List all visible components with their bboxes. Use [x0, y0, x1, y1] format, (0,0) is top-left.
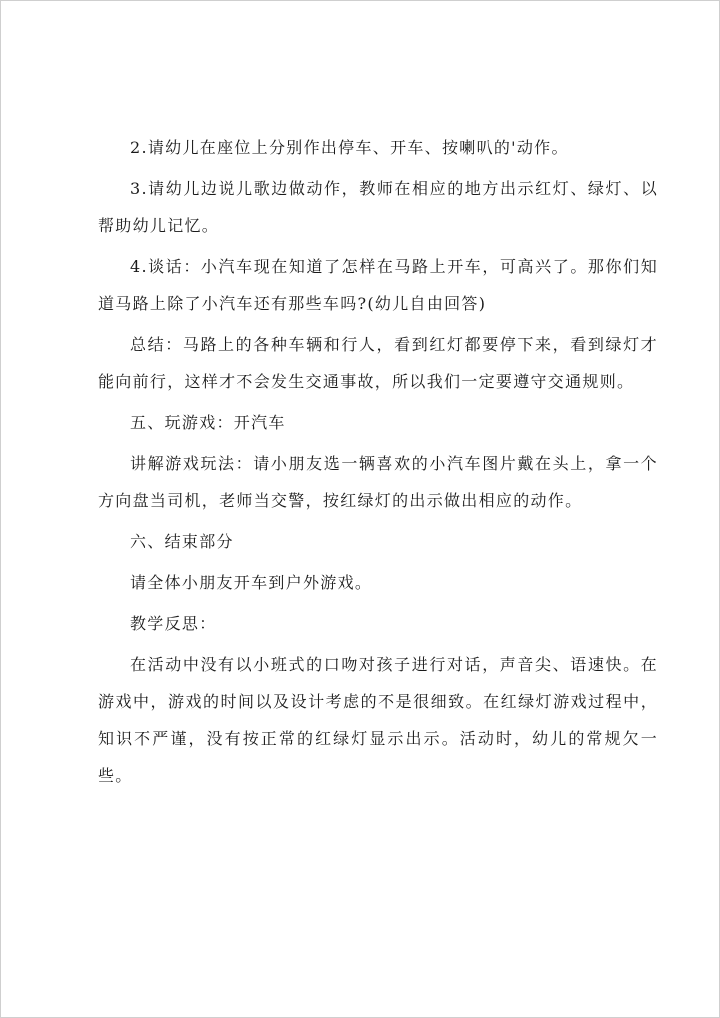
section-heading-ending: 六、结束部分 — [130, 532, 234, 551]
paragraph-reflection: 在活动中没有以小班式的口吻对孩子进行对话，声音尖、语速快。在游戏中，游戏的时间以及设计考虑的不是很细致。在红绿灯游戏过程中，知识不严谨，没有按正常的红绿灯显示出示。活动时，幼儿的常规欠一些。 — [98, 655, 658, 785]
paragraph-step-3: 3.请幼儿边说儿歌边做动作，教师在相应的地方出示红灯、绿灯、以帮助幼儿记忆。 — [98, 179, 658, 235]
section-heading-game: 五、玩游戏：开汽车 — [130, 413, 286, 432]
section-heading-reflection: 教学反思： — [130, 614, 217, 633]
paragraph-ending: 请全体小朋友开车到户外游戏。 — [130, 573, 373, 592]
paragraph-game-rules: 讲解游戏玩法：请小朋友选一辆喜欢的小汽车图片戴在头上，拿一个方向盘当司机，老师当交警，按红绿灯的出示做出相应的动作。 — [98, 454, 658, 510]
paragraph-step-2: 2.请幼儿在座位上分别作出停车、开车、按喇叭的'动作。 — [130, 138, 569, 157]
document-body — [98, 129, 658, 794]
paragraph-step-4: 4.谈话：小汽车现在知道了怎样在马路上开车，可高兴了。那你们知道马路上除了小汽车还有那些车吗?(幼儿自由回答) — [98, 257, 658, 313]
paragraph-summary: 总结：马路上的各种车辆和行人，看到红灯都要停下来，看到绿灯才能向前行，这样才不会发生交通事故，所以我们一定要遵守交通规则。 — [98, 335, 658, 391]
